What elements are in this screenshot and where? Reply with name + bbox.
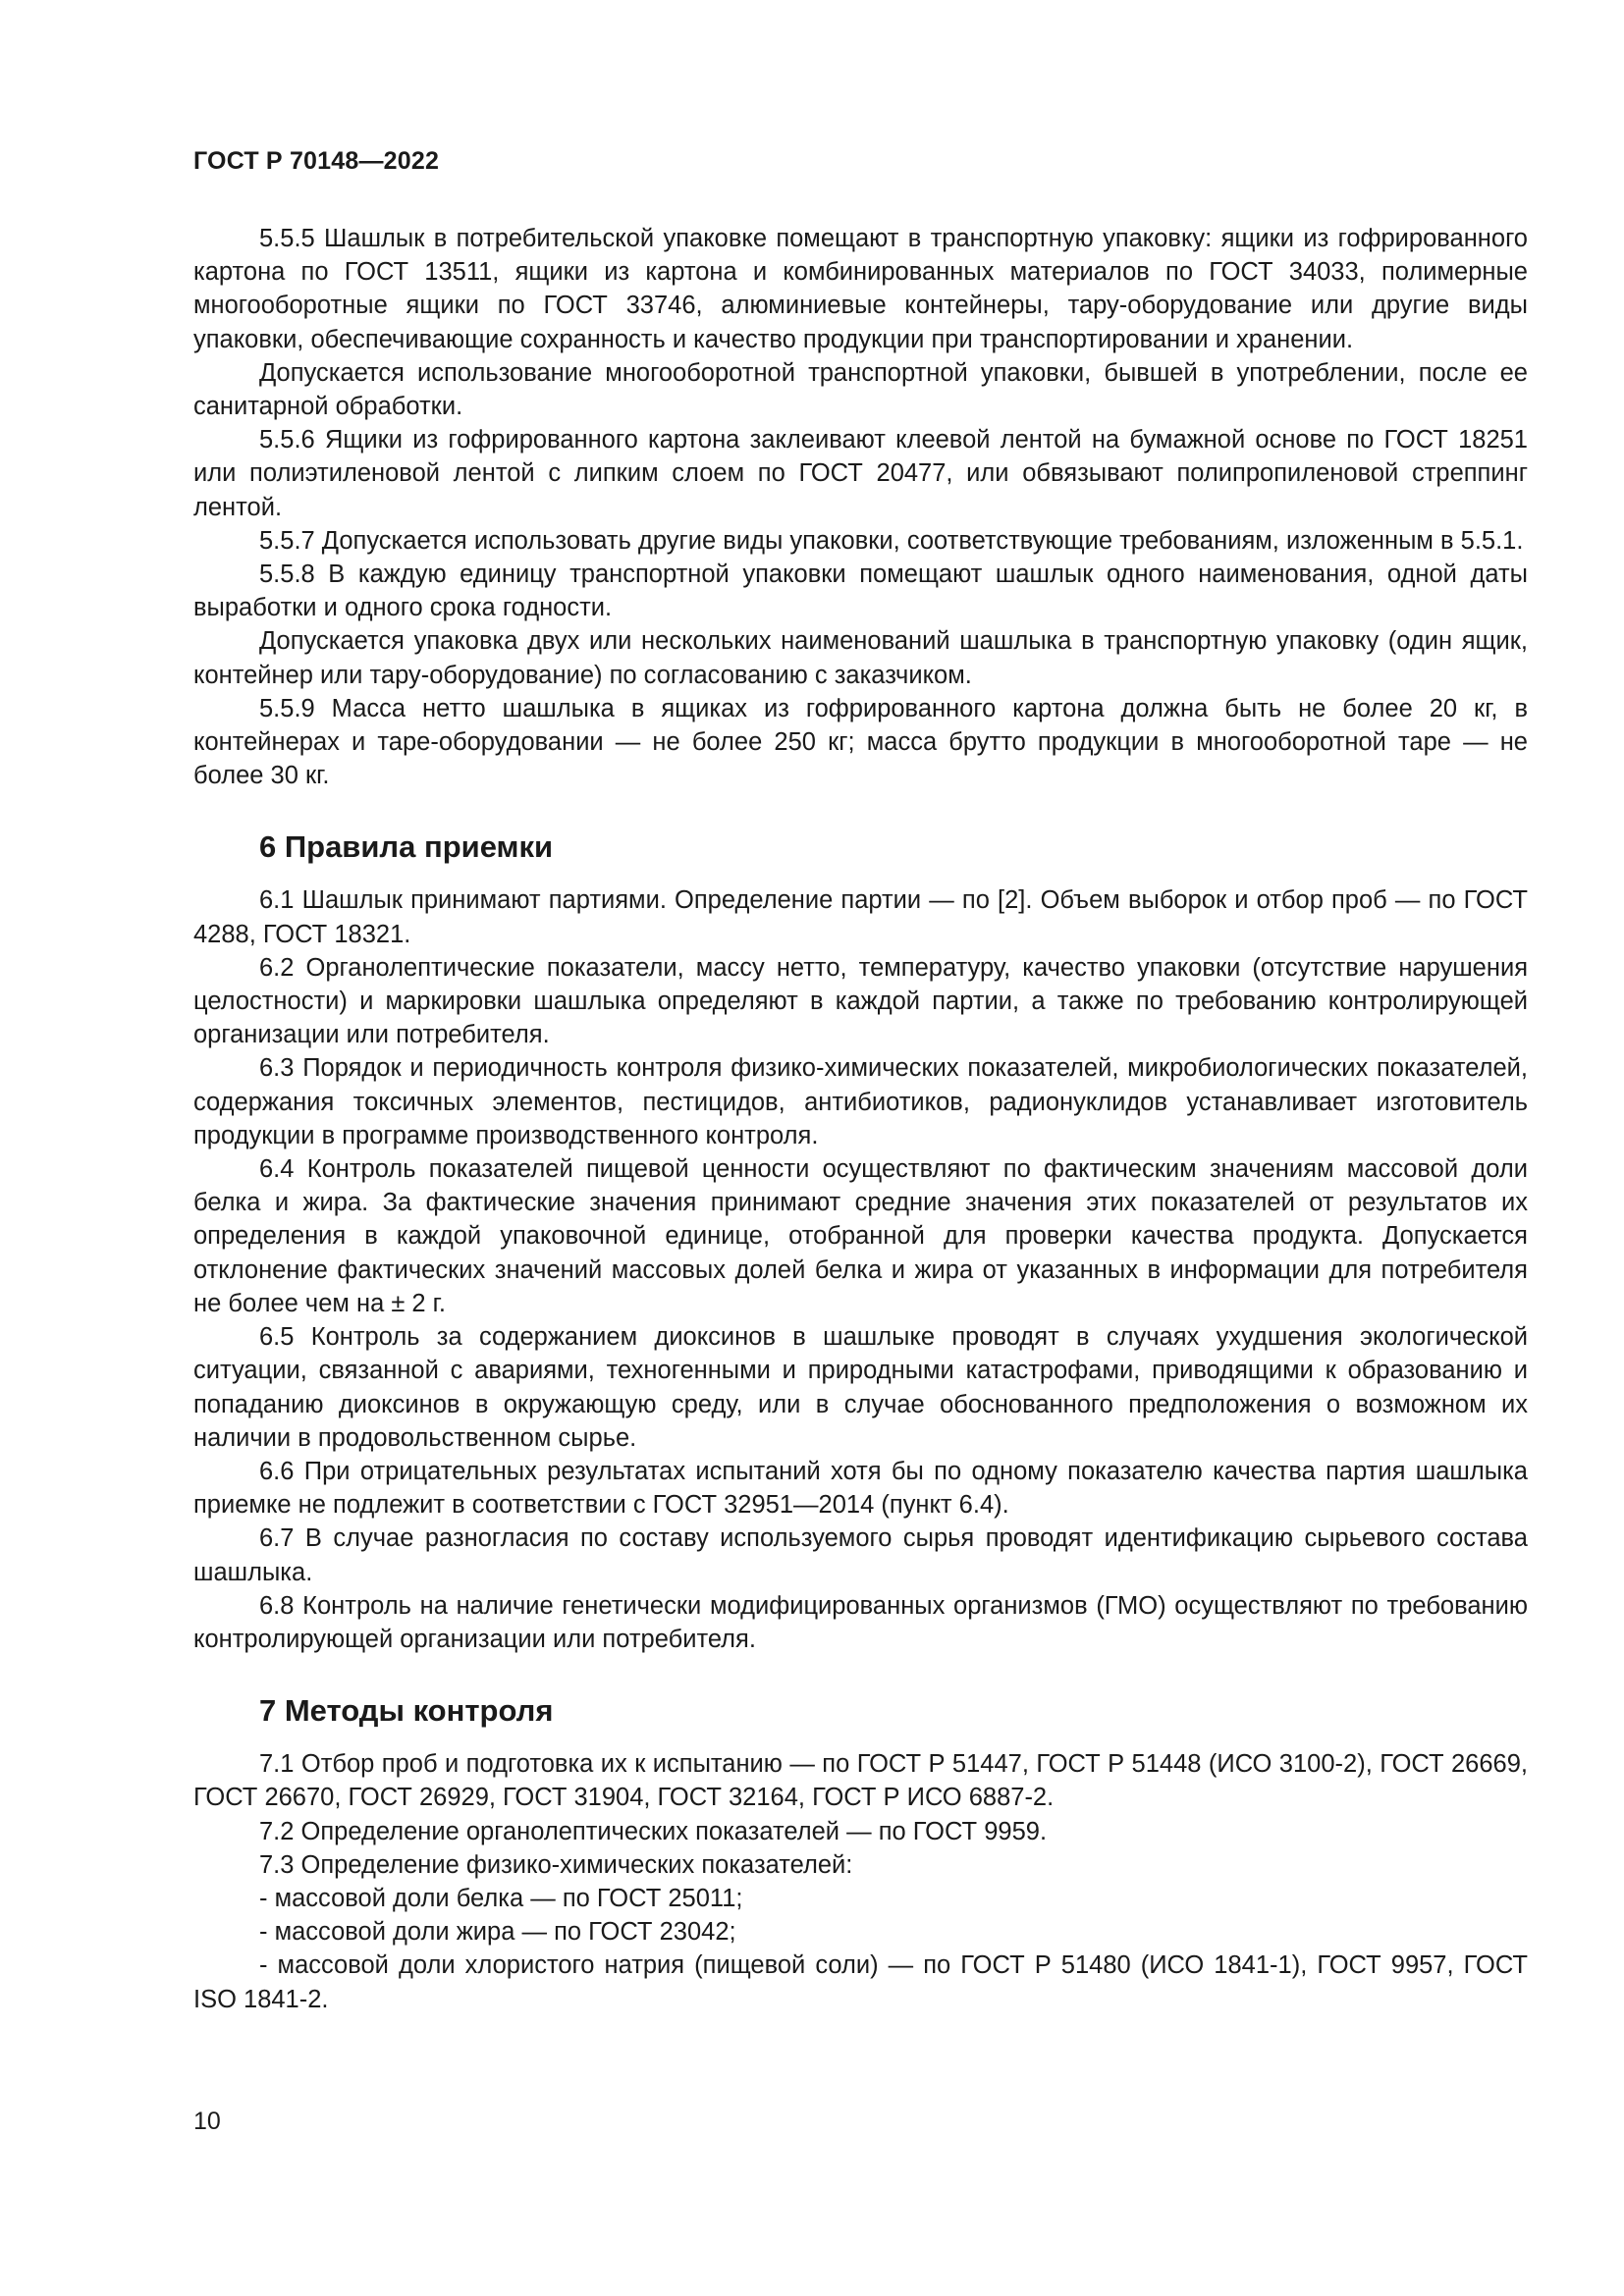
section-6-heading: 6 Правила приемки xyxy=(259,829,554,865)
paragraph-6-6: 6.6 При отрицательных результатах испытаний хотя бы по одному показателю качества партия шашлыка приемке не подлежит в соответствии с ГОСТ 32951—2014 (пункт 6.4). xyxy=(193,1457,1528,1520)
paragraph-5-5-8-note: Допускается упаковка двух или нескольких наименований шашлыка в транспортную упаковку (один ящик, контейнер или тару-оборудование) по согласованию с заказчиком. xyxy=(193,627,1528,689)
paragraph-7-2: 7.2 Определение органолептических показателей — по ГОСТ 9959. xyxy=(259,1817,1048,1845)
paragraph-6-5: 6.5 Контроль за содержанием диоксинов в шашлыке проводят в случаях ухудшения экологической ситуации, связанной с авариями, техногенными и природными катастрофами, приводящими к образованию и попаданию диоксинов в окружающую среду, или в случае обоснованного предположения о возможном их наличии в продовольственном сырье. xyxy=(193,1323,1528,1452)
paragraph-5-5-7: 5.5.7 Допускается использовать другие виды упаковки, соответствующие требованиям, изложенным в 5.5.1. xyxy=(259,526,1524,555)
document-body xyxy=(193,222,1528,2016)
paragraph-5-5-8: 5.5.8 В каждую единицу транспортной упаковки помещают шашлык одного наименования, одной даты выработки и одного срока годности. xyxy=(193,561,1528,622)
paragraph-5-5-6: 5.5.6 Ящики из гофрированного картона заклеивают клеевой лентой на бумажной основе по ГОСТ 18251 или полиэтиленовой лентой с липким слоем по ГОСТ 20477, или обвязывают полипропиленовой стреппинг лентой. xyxy=(193,426,1528,521)
paragraph-7-3: 7.3 Определение физико-химических показателей: xyxy=(259,1850,853,1879)
paragraph-5-5-5-note: Допускается использование многооборотной транспортной упаковки, бывшей в употреблении, после ее санитарной обработки. xyxy=(193,358,1528,421)
paragraph-6-1: 6.1 Шашлык принимают партиями. Определение партии — по [2]. Объем выборок и отбор проб — по ГОСТ 4288, ГОСТ 18321. xyxy=(193,886,1528,948)
paragraph-6-3: 6.3 Порядок и периодичность контроля физико-химических показателей, микробиологических показателей, содержания токсичных элементов, пестицидов, антибиотиков, радионуклидов устанавливает изготовитель продукции в программе производственного контроля. xyxy=(193,1054,1528,1149)
page-number: 10 xyxy=(193,2108,221,2135)
list-item: - массовой доли белка — по ГОСТ 25011; xyxy=(259,1884,743,1912)
list-item: - массовой доли жира — по ГОСТ 23042; xyxy=(259,1918,736,1947)
list-item: - массовой доли хлористого натрия (пищевой соли) — по ГОСТ Р 51480 (ИСО 1841-1), ГОСТ 9957, ГОСТ ISO 1841-2. xyxy=(193,1951,1528,2013)
document-header: ГОСТ Р 70148—2022 xyxy=(193,147,440,175)
section-7-heading: 7 Методы контроля xyxy=(259,1693,554,1729)
paragraph-7-1: 7.1 Отбор проб и подготовка их к испытанию — по ГОСТ Р 51447, ГОСТ Р 51448 (ИСО 3100-2), ГОСТ 26669, ГОСТ 26670, ГОСТ 26929, ГОСТ 31904, ГОСТ 32164, ГОСТ Р ИСО 6887-2. xyxy=(193,1750,1528,1812)
paragraph-6-2: 6.2 Органолептические показатели, массу нетто, температуру, качество упаковки (отсутствие нарушения целостности) и маркировки шашлыка определяют в каждой партии, а также по требованию контролирующей организации или потребителя. xyxy=(193,953,1528,1049)
paragraph-5-5-5: 5.5.5 Шашлык в потребительской упаковке помещают в транспортную упаковку: ящики из гофрированного картона по ГОСТ 13511, ящики из картона и комбинированных материалов по ГОСТ 34033, полимерные многооборотные ящики по ГОСТ 33746, алюминиевые контейнеры, тару-оборудование или другие виды упаковки, обеспечивающие сохранность и качество продукции при транспортировании и хранении. xyxy=(193,225,1528,353)
paragraph-6-7: 6.7 В случае разногласия по составу используемого сырья проводят идентификацию сырьевого состава шашлыка. xyxy=(193,1524,1528,1586)
paragraph-6-4: 6.4 Контроль показателей пищевой ценности осуществляют по фактическим значениям массовой доли белка и жира. За фактические значения принимают средние значения этих показателей от результатов их определения в каждой упаковочной единице, отобранной для проверки качества продукта. Допускается отклонение фактических значений массовых долей белка и жира от указанных в информации для потребителя не более чем на ± 2 г. xyxy=(193,1155,1528,1317)
paragraph-6-8: 6.8 Контроль на наличие генетически модифицированных организмов (ГМО) осуществляют по требованию контролирующей организации или потребителя. xyxy=(193,1591,1528,1653)
paragraph-5-5-9: 5.5.9 Масса нетто шашлыка в ящиках из гофрированного картона должна быть не более 20 кг, в контейнерах и таре-оборудовании — не более 250 кг; масса брутто продукции в многооборотной таре — не более 30 кг. xyxy=(193,694,1528,790)
